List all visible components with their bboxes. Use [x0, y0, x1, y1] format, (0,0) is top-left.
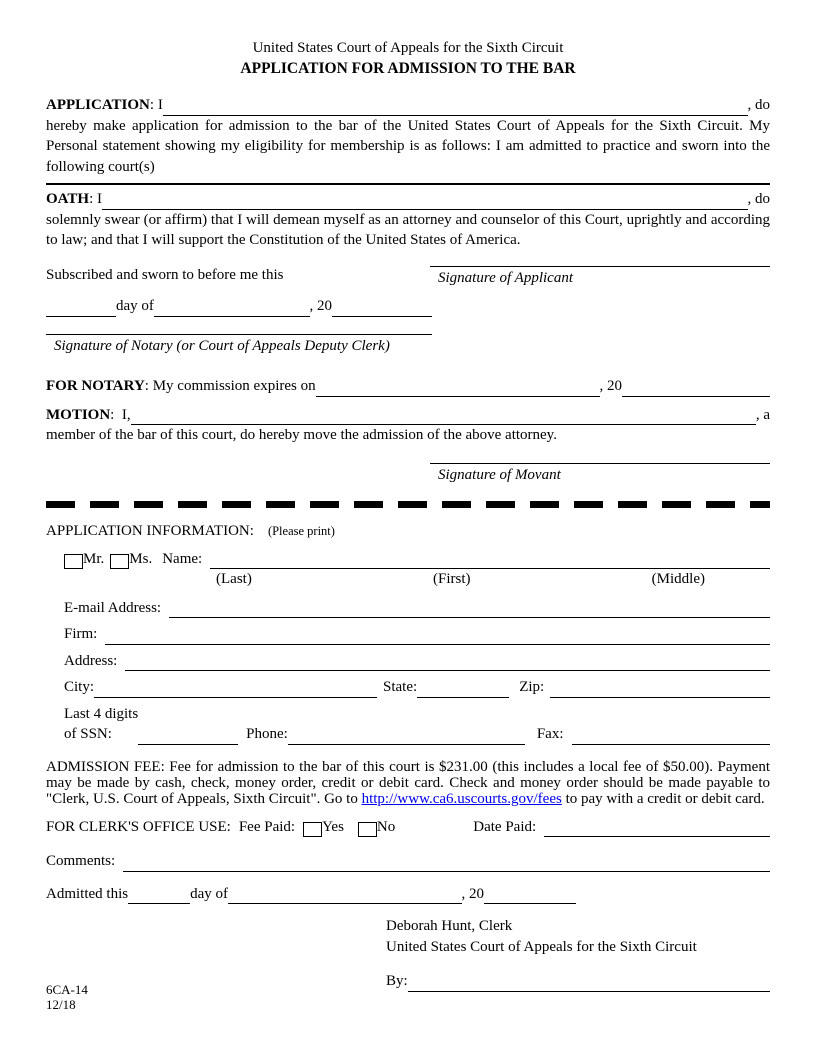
ssn-input-line[interactable]: [138, 744, 238, 745]
mr-label: Mr.: [83, 550, 105, 567]
movant-signature-label: Signature of Movant: [438, 466, 561, 483]
motion-lead: : I,: [110, 406, 131, 423]
fees-link[interactable]: http://www.ca6.uscourts.gov/fees: [361, 790, 562, 807]
notary-signature-label: Signature of Notary (or Court of Appeals Deputy Clerk): [54, 337, 390, 354]
admitted-prefix: Admitted this: [46, 885, 129, 902]
address-input-line[interactable]: [125, 670, 770, 671]
mr-checkbox[interactable]: [64, 554, 83, 569]
oath-body: solemnly swear (or affirm) that I will demean myself as an attorney and counselor of this Court, uprightly and according to law; and that I will support the Constitution of the United States of America.: [46, 211, 770, 248]
admitted-dayof-label: day of: [190, 885, 228, 902]
oath-lead: : I: [89, 191, 102, 207]
zip-label: Zip:: [519, 679, 545, 695]
sworn-day-line[interactable]: [46, 316, 116, 317]
by-row: [386, 971, 770, 992]
oath-section: [46, 189, 770, 251]
commission-year-line[interactable]: [622, 396, 770, 397]
admitted-row: [46, 884, 576, 905]
firm-row: [46, 624, 770, 645]
commission-expires-line[interactable]: [316, 396, 600, 397]
page-title: APPLICATION FOR ADMISSION TO THE BAR: [240, 59, 576, 77]
oath-tail: , do: [747, 191, 770, 207]
sworn-date-row: [46, 296, 432, 317]
section-divider: [46, 183, 770, 185]
name-sublabels-row: [46, 569, 770, 590]
name-row: [46, 549, 770, 570]
motion-section: [46, 405, 770, 446]
fee-paid-yes-label: Yes: [322, 818, 344, 835]
header-court-line: United States Court of Appeals for the Sixth Circuit: [252, 40, 564, 56]
ms-label: Ms.: [129, 550, 153, 567]
application-tail: , do: [747, 97, 770, 113]
state-label: State:: [383, 679, 418, 695]
state-input-line[interactable]: [417, 697, 509, 698]
motion-label: MOTION: [46, 406, 111, 423]
comments-input-line[interactable]: [123, 871, 770, 872]
phone-label: Phone:: [246, 726, 288, 742]
admitted-day-line[interactable]: [128, 903, 190, 904]
sworn-row: [46, 265, 770, 289]
name-middle-sublabel: (Middle): [651, 571, 705, 587]
notary-signature-block: [46, 333, 432, 357]
city-state-zip-row: [46, 677, 770, 698]
fee-paid-label: Fee Paid:: [238, 818, 296, 835]
application-information-heading: APPLICATION INFORMATION:: [46, 523, 254, 539]
address-label: Address:: [64, 652, 118, 669]
admission-fee-text-before: ADMISSION FEE: Fee for admission to the bar of this court is $231.00 (this includes a local fee of $50.00). Payment may be made by cash, check, money order, credit or debit card. Check and money order should be made payable to "Clerk, U.S. Court of Appeals, Sixth Circuit". Go to: [46, 758, 770, 807]
name-first-sublabel: (First): [433, 571, 471, 587]
subscribed-text: Subscribed and sworn to before me this: [46, 266, 284, 283]
applicant-signature-label: Signature of Applicant: [438, 269, 573, 286]
by-signature-line[interactable]: [408, 991, 770, 992]
admitted-month-line[interactable]: [228, 903, 462, 904]
sworn-dayof-label: day of: [116, 298, 154, 314]
clerk-name: Deborah Hunt, Clerk: [386, 918, 513, 934]
application-information-heading-row: [46, 521, 770, 542]
admitted-comma20: , 20: [461, 885, 484, 902]
form-number: 6CA-14: [46, 982, 88, 997]
sworn-comma20: , 20: [309, 298, 332, 314]
clerk-signature-block: [386, 916, 770, 957]
application-section: [46, 95, 770, 177]
for-notary-row: [46, 376, 770, 397]
please-print-note: (Please print): [267, 524, 335, 538]
date-paid-label: Date Paid:: [473, 818, 537, 835]
motion-tail: , a: [755, 406, 770, 423]
fee-paid-yes-checkbox[interactable]: [303, 822, 322, 837]
name-label: Name:: [162, 550, 203, 567]
application-lead: : I: [149, 97, 163, 113]
comments-row: [46, 851, 770, 872]
zip-input-line[interactable]: [550, 697, 770, 698]
sworn-year-line[interactable]: [332, 316, 432, 317]
ssn-label-line2: of SSN:: [64, 726, 112, 742]
phone-input-line[interactable]: [288, 744, 525, 745]
name-last-sublabel: (Last): [216, 571, 252, 587]
firm-input-line[interactable]: [105, 644, 770, 645]
fax-label: Fax:: [536, 726, 564, 742]
fee-paid-no-label: No: [376, 818, 396, 835]
clerk-office-label: FOR CLERK'S OFFICE USE:: [46, 818, 231, 835]
ssn-label: [64, 704, 138, 745]
applicant-signature-block: [430, 265, 770, 289]
email-input-line[interactable]: [169, 617, 770, 618]
ssn-label-line1: Last 4 digits: [64, 705, 139, 722]
address-row: [46, 651, 770, 672]
email-row: [46, 598, 770, 619]
dashed-divider: [46, 501, 770, 508]
ssn-phone-fax-row: [46, 704, 770, 745]
application-body: hereby make application for admission to the bar of the United States Court of Appeals for the Sixth Circuit. My Personal statement showing my eligibility for membership is as follows: I am admitted to practice and sworn into the following court(s): [46, 117, 770, 175]
city-input-line[interactable]: [94, 697, 377, 698]
email-label: E-mail Address:: [64, 599, 162, 616]
ms-checkbox[interactable]: [110, 554, 129, 569]
firm-label: Firm:: [64, 626, 98, 642]
fee-paid-no-checkbox[interactable]: [358, 822, 377, 837]
admission-fee-text-after: to pay with a credit or debit card.: [561, 790, 765, 807]
form-revision: 12/18: [46, 997, 76, 1012]
for-notary-text: : My commission expires on: [144, 378, 316, 394]
admitted-year-line[interactable]: [484, 903, 576, 904]
application-label: APPLICATION: [46, 97, 150, 113]
date-paid-input-line[interactable]: [544, 836, 770, 837]
sworn-month-line[interactable]: [154, 316, 310, 317]
admission-fee-paragraph: [46, 759, 770, 807]
form-footer: [46, 982, 88, 1012]
for-notary-comma20: , 20: [599, 378, 622, 394]
for-notary-label: FOR NOTARY: [46, 378, 145, 394]
clerk-office-row: [46, 817, 770, 838]
clerk-court: United States Court of Appeals for the Sixth Circuit: [386, 938, 697, 955]
city-label: City:: [64, 679, 95, 695]
motion-body: member of the bar of this court, do hereby move the admission of the above attorney.: [46, 427, 557, 443]
comments-label: Comments:: [46, 853, 116, 869]
oath-label: OATH: [46, 191, 90, 207]
movant-signature-block: [430, 462, 770, 486]
fax-input-line[interactable]: [572, 744, 770, 745]
by-label: By:: [386, 973, 408, 989]
